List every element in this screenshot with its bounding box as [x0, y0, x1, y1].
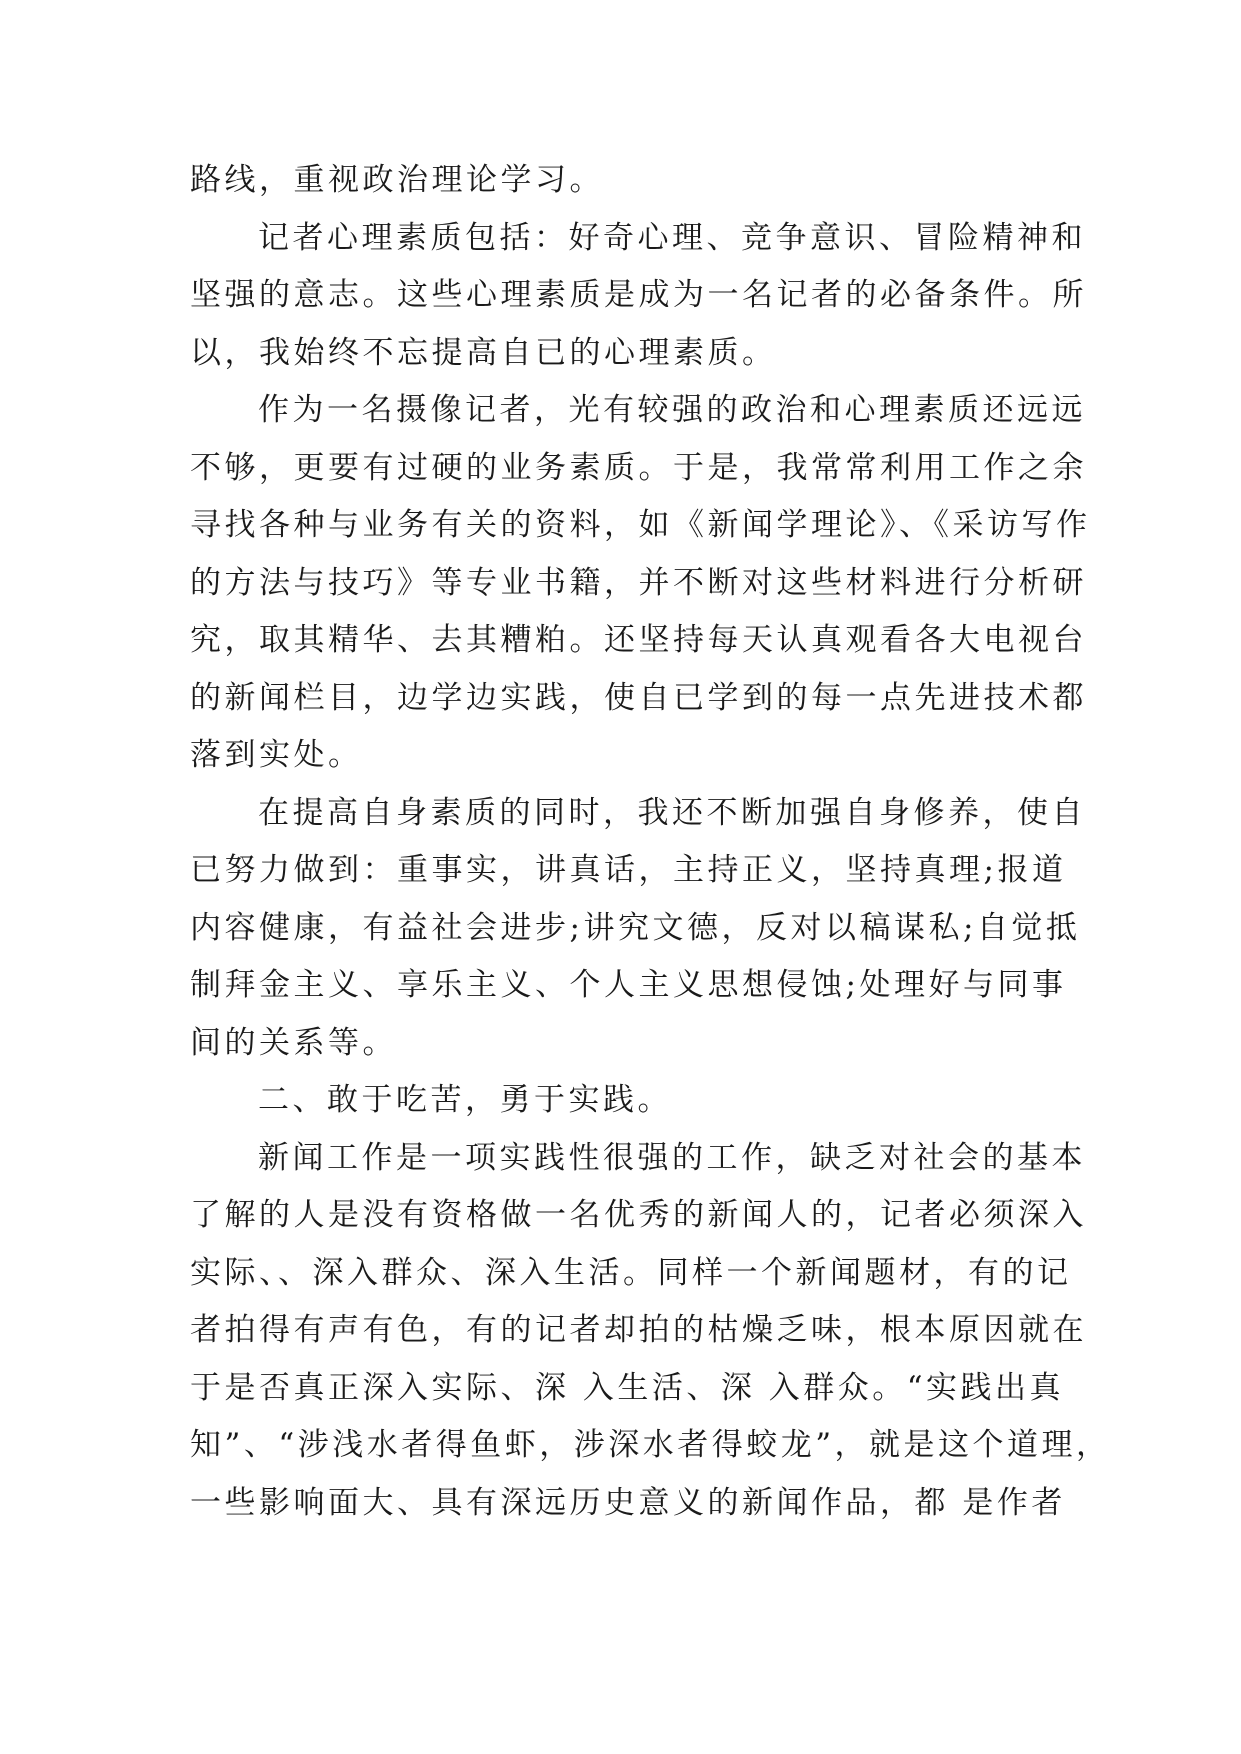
- text-line: 了解的人是没有资格做一名优秀的新闻人的，记者必须深入: [190, 1197, 1087, 1233]
- text-line: 二、敢于吃苦，勇于实践。: [258, 1082, 672, 1118]
- paragraph-professional: [190, 382, 1091, 785]
- text-line: 新闻工作是一项实践性很强的工作，缺乏对社会的基本: [258, 1139, 1086, 1176]
- text-line: 寻找各种与业务有关的资料，如《新闻学理论》、《采访写作: [190, 507, 1091, 543]
- body-text: [190, 152, 1111, 1532]
- text-line: 坚强的意志。这些心理素质是成为一名记者的必备条件。所: [190, 277, 1087, 313]
- paragraph-self-cultivation: [190, 785, 1086, 1073]
- text-line: 究，取其精华、去其糟粕。还坚持每天认真观看各大电视台: [190, 622, 1087, 658]
- text-line: 的新闻栏目，边学边实践，使自已学到的每一点先进技术都: [190, 679, 1087, 716]
- text-line: 记者心理素质包括：好奇心理、竞争意识、冒险精神和: [258, 219, 1086, 256]
- text-line: 内容健康，有益社会进步;讲究文德，反对以稿谋私;自觉抵: [190, 909, 1081, 946]
- text-line: 路线，重视政治理论学习。: [190, 162, 604, 198]
- text-line: 于是否真正深入实际、深 入生活、深 入群众。“实践出真: [190, 1369, 1065, 1406]
- text-line: 一些影响面大、具有深远历史意义的新闻作品，都 是作者: [190, 1484, 1066, 1521]
- text-line: 已努力做到：重事实，讲真话，主持正义，坚持真理;报道: [190, 852, 1067, 888]
- text-line: 不够，更要有过硬的业务素质。于是，我常常利用工作之余: [190, 449, 1087, 486]
- paragraph-practice: [190, 1130, 1111, 1533]
- text-line: 在提高自身素质的同时，我还不断加强自身修养，使自: [258, 794, 1086, 831]
- text-line: 知”、“涉浅水者得鱼虾，涉深水者得蛟龙”，就是这个道理，: [190, 1427, 1111, 1463]
- text-line: 实际、、深入群众、深入生活。同样一个新闻题材，有的记: [190, 1254, 1072, 1291]
- paragraph-heading-two: [190, 1072, 1052, 1130]
- text-line: 者拍得有声有色，有的记者却拍的枯燥乏味，根本原因就在: [190, 1312, 1087, 1348]
- paragraph-continuation: [190, 152, 1052, 210]
- text-line: 作为一名摄像记者，光有较强的政治和心理素质还远远: [258, 392, 1086, 428]
- paragraph-psychological: [190, 210, 1087, 383]
- text-line: 以，我始终不忘提高自已的心理素质。: [190, 334, 777, 371]
- text-line: 落到实处。: [190, 737, 363, 773]
- text-line: 制拜金主义、享乐主义、个人主义思想侵蚀;处理好与同事: [190, 967, 1067, 1003]
- text-line: 间的关系等。: [190, 1024, 397, 1061]
- text-line: 的方法与技巧》等专业书籍，并不断对这些材料进行分析研: [190, 564, 1087, 601]
